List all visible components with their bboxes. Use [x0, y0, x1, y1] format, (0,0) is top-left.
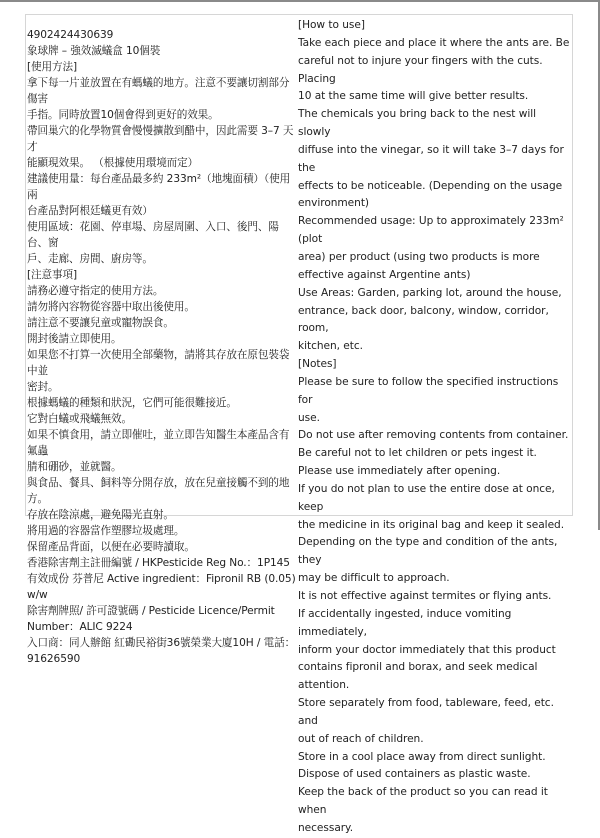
text-line: 保留產品背面，以便在必要時讀取。 — [27, 541, 195, 553]
text-line: may be difficult to approach. — [298, 572, 450, 585]
text-line: 戶、走廊、房間、廚房等。 — [27, 253, 153, 265]
text-line: Do not use after removing contents from container. — [298, 429, 569, 442]
text-line: 將用過的容器當作塑膠垃圾處理。 — [27, 525, 185, 537]
text-line: Dispose of used containers as plastic waste. — [298, 768, 531, 781]
section-heading-notes: [Notes] — [298, 358, 337, 371]
text-line: 根據螞蟻的種類和狀況，它們可能很難接近。 — [27, 397, 237, 409]
text-line: 建議使用量：每台產品最多約 233m²（地塊面積）（使用兩 — [27, 173, 291, 201]
text-line: necessary. — [298, 821, 354, 834]
section-heading-notes-zh: [注意事項] — [27, 269, 78, 281]
text-line: Store in a cool place away from direct sunlight. — [298, 750, 546, 763]
text-line: inform your doctor immediately that this product — [298, 643, 556, 656]
text-line: 密封。 — [27, 381, 59, 393]
text-line: It is not effective against termites or flying ants. — [298, 590, 552, 602]
text-line: 請注意不要讓兒童或寵物誤食。 — [27, 317, 174, 329]
text-line: environment) — [298, 197, 370, 210]
text-line: 它對白蟻或飛蟻無效。 — [27, 413, 132, 425]
window-frame-top — [0, 0, 600, 2]
text-line: 與食品、餐具、飼料等分開存放，放在兒童接觸不到的地方。 — [27, 477, 290, 505]
text-line: careful not to injure your fingers with the cuts. Placing — [298, 54, 543, 85]
product-name: 象球牌 – 強效滅蟻盒 10個裝 — [27, 45, 161, 57]
text-line: The chemicals you bring back to the nest will slowly — [298, 108, 537, 139]
text-line: Depending on the type and condition of the ants, they — [298, 536, 558, 567]
text-line: Store separately from food, tableware, feed, etc. and — [298, 697, 554, 727]
text-line: the medicine in its original bag and keep it sealed. — [298, 518, 565, 531]
text-line: 使用區域：花園、停車場、房屋周圍、入口、後門、陽台、窗 — [27, 221, 279, 249]
licence-label: 除害劑牌照/ 許可證號碼 / Pesticide Licence/Permit — [27, 605, 275, 617]
text-line: Please use immediately after opening. — [298, 465, 501, 478]
text-line: 請勿將內容物從容器中取出後使用。 — [27, 301, 195, 313]
registration-number: 香港除害劑主註冊編號 / HKPesticide Reg No.：1P145 — [27, 557, 290, 569]
text-line: use. — [298, 411, 320, 424]
text-line: Be careful not to let children or pets ingest it. — [298, 447, 537, 460]
text-line: 請務必遵守指定的使用方法。 — [27, 285, 164, 297]
active-ingredient: 有效成份 芬普尼 Active ingredient：Fipronil RB (0.05) — [27, 573, 296, 585]
text-line: If accidentally ingested, induce vomiting immediately, — [298, 607, 512, 638]
text-line: 拿下每一片並放置在有螞蟻的地方。注意不要讓切割部分傷害 — [27, 77, 290, 105]
text-line: Recommended usage: Up to approximately 233m² (plot — [298, 215, 564, 246]
section-heading-usage-zh: [使用方法] — [27, 61, 78, 73]
text-line: Use Areas: Garden, parking lot, around the house, — [298, 286, 562, 299]
text-line: area) per product (using two products is more — [298, 250, 540, 263]
text-line: out of reach of children. — [298, 732, 424, 745]
text-line: 能顯現效果。 （根據使用環境而定） — [27, 157, 199, 169]
product-info-panel — [25, 14, 573, 834]
text-line: Keep the back of the product so you can read it when — [298, 786, 548, 817]
text-line: diffuse into the vinegar, so it will take 3–7 days for the — [298, 143, 564, 174]
chinese-description-column — [27, 27, 299, 667]
licence-number: Number：ALIC 9224 — [27, 621, 133, 633]
text-line: 存放在陰涼處，避免陽光直射。 — [27, 509, 174, 521]
section-heading-how-to-use: [How to use] — [298, 19, 365, 31]
text-line: 如果不慎食用，請立即催吐，並立即告知醫生本產品含有氟蟲 — [27, 429, 290, 457]
text-line: Please be sure to follow the specified instructions for — [298, 375, 559, 406]
text-line: 10 at the same time will give better results. — [298, 90, 529, 103]
text-line: 台產品對阿根廷蟻更有效） — [27, 205, 153, 217]
text-line: effective against Argentine ants) — [298, 268, 471, 281]
text-line: Take each piece and place it where the ants are. Be — [298, 36, 570, 49]
text-line: 帶回巢穴的化學物質會慢慢擴散到醋中，因此需要 3–7 天才 — [27, 125, 294, 153]
barcode: 4902424430639 — [27, 29, 114, 41]
text-line: effects to be noticeable. (Depending on the usage — [298, 179, 563, 192]
active-ingredient-unit: w/w — [27, 589, 48, 601]
text-line: 開封後請立即使用。 — [27, 333, 122, 345]
text-line: kitchen, etc. — [298, 340, 363, 353]
text-line: entrance, back door, balcony, window, corridor, room, — [298, 304, 549, 335]
text-line: If you do not plan to use the entire dose at once, keep — [298, 482, 555, 513]
text-line: contains fipronil and borax, and seek medical attention. — [298, 661, 538, 692]
english-description-column — [298, 17, 570, 838]
text-line: 腈和硼砂，並就醫。 — [27, 461, 122, 473]
text-line: 手指。同時放置10個會得到更好的效果。 — [27, 109, 219, 121]
importer-info: 入口商：同人辦館 紅磡民裕街36號榮業大廈10H / 電話： — [27, 637, 296, 649]
text-line: 如果您不打算一次使用全部藥物，請將其存放在原包裝袋中並 — [27, 349, 290, 377]
importer-phone: 91626590 — [27, 653, 81, 665]
